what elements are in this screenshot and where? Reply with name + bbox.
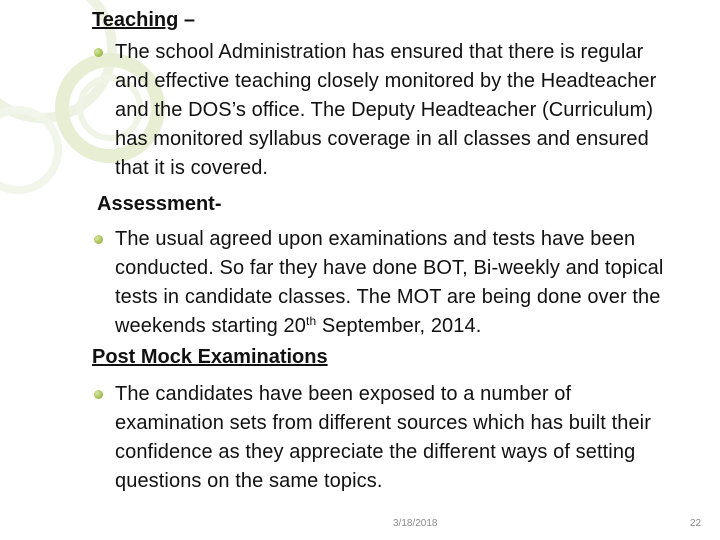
text-line: has monitored syllabus coverage in all classes and ensured bbox=[115, 128, 649, 150]
footer-page-number: 22 bbox=[690, 518, 702, 529]
text-line: questions on the same topics. bbox=[115, 470, 383, 492]
heading-teaching-text: Teaching bbox=[92, 9, 179, 31]
text-line: The school Administration has ensured that there is regular bbox=[115, 41, 644, 63]
text-line bbox=[115, 312, 720, 341]
footer-date: 3/18/2018 bbox=[393, 518, 438, 529]
ordinal-superscript: th bbox=[306, 314, 317, 328]
text-fragment: September, 2014. bbox=[316, 315, 482, 337]
text-line: confidence as they appreciate the different ways of setting bbox=[115, 441, 636, 463]
heading-assessment bbox=[97, 192, 222, 216]
text-line: tests in candidate classes. The MOT are being done over the bbox=[115, 286, 661, 308]
bullet-post-mock-text bbox=[115, 380, 720, 496]
text-line: The usual agreed upon examinations and tests have been bbox=[115, 228, 636, 250]
text-line: that it is covered. bbox=[115, 157, 269, 179]
text-line: and effective teaching closely monitored by the Headteacher bbox=[115, 70, 657, 92]
text-fragment: weekends starting 20 bbox=[115, 315, 307, 337]
bullet-assessment bbox=[92, 225, 720, 345]
heading-assessment-text: Assessment- bbox=[97, 193, 222, 215]
text-line: examination sets from different sources which has built their bbox=[115, 412, 651, 434]
text-line: and the DOS’s office. The Deputy Headteacher (Curriculum) bbox=[115, 99, 654, 121]
text-line: conducted. So far they have done BOT, Bi-weekly and topical bbox=[115, 257, 664, 279]
bullet-assessment-text bbox=[115, 225, 720, 341]
heading-post-mock bbox=[92, 345, 328, 369]
heading-teaching bbox=[92, 8, 195, 32]
bullet-dot bbox=[94, 48, 103, 57]
bullet-dot bbox=[94, 390, 103, 399]
bullet-teaching bbox=[92, 38, 720, 188]
heading-teaching-suffix: – bbox=[178, 9, 195, 31]
heading-post-mock-text: Post Mock Examinations bbox=[92, 346, 328, 368]
text-line: The candidates have been exposed to a number of bbox=[115, 383, 572, 405]
bullet-dot bbox=[94, 235, 103, 244]
bullet-post-mock bbox=[92, 380, 720, 500]
bullet-teaching-text bbox=[115, 38, 720, 183]
